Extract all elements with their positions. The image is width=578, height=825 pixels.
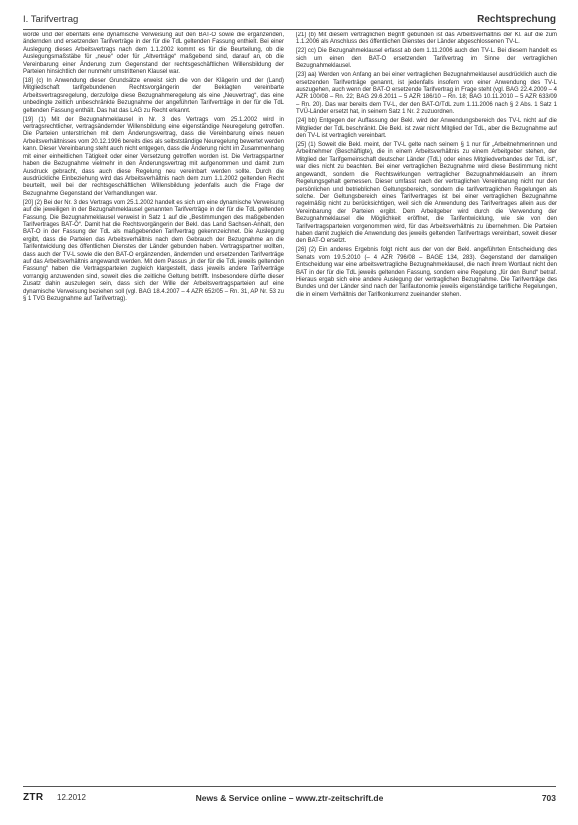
- header-rule: [23, 29, 556, 30]
- paragraph: [18] (c) In Anwendung dieser Grundsätze erweist sich die von der Klägerin und der (Land) Mitgliedschaft tarifgebundenen Rechtsvorgängerin der Beklagten vereinbarte Arbeitsvertragsregelung, derzufolge diese Bezugnahmeregelung als eine „Neuvertrag“, das eine unbedingte zeitlich unbeschränkte Bezugnahme der angeführten Tarifverträge in der für die TdL geltenden Fassung enthält. Das hat das LAG zu Recht erkannt.: [23, 78, 284, 114]
- page-footer: [23, 786, 556, 810]
- paragraph: [25] (1) Soweit die Bekl. meint, der TV-L gelte nach seinem § 1 nur für „Arbeitnehmerinnen und Arbeitnehmer (Beschäftigte), die in einem Arbeitsverhältnis zu einem Arbeitgeber stehen, der Mitglied der Tarifgemeinschaft deutscher Länder (TdL) oder eines Mitgliedverbandes der TdL ist“, war dies nicht zu beachten. Bei einer vertraglichen Bezugnahme wird diese Bestimmung nicht angewandt, sondern die Rechtswirkungen vertraglicher Bezugnahmeklauseln an ihrem Regelungsgehalt gemessen. Dieser umfasst nach der vertraglichen Vereinbarung nicht nur den persönlichen und betrieblichen Geltungsbereich, sondern die tarifvertraglichen Regelungen als solche. Der Geltungsbereich eines Tarifvertrages ist bei einer vertraglichen Bezugnahme regelmäßig nicht zu berücksichtigen, weil sich die Anwendung des Tarifvertrages allein aus der Vereinbarung der Parteien ergibt. Dem Arbeitgeber wird durch die Verwendung der Bezugnahmeklausel die Möglichkeit eröffnet, die Tarifentwicklung, wie sie von den Tarifvertragsparteien vorgenommen wird, für das Arbeitsverhältnis zu übernehmen. Die Parteien haben damit zugleich die Anwendung des jeweils geltenden Tarifvertrags vereinbart, soweit dieser den BAT-O ersetzt.: [296, 142, 557, 245]
- issue-label: 12.2012: [57, 793, 86, 802]
- footer-rule: [23, 786, 556, 787]
- left-column: [23, 32, 284, 782]
- paragraph: [24] bb) Entgegen der Auffassung der Bekl. wird der Anwendungsbereich des TV-L nicht auf die Mitglieder der TdL beschränkt. Die Bekl. ist zwar nicht Mitglied der TdL, aber die Bezugnahme auf den TV-L ist vertraglich vereinbart.: [296, 118, 557, 140]
- website-link[interactable]: News & Service online – www.ztr-zeitschrift.de: [195, 793, 384, 803]
- journal-logo: ZTR: [23, 792, 44, 803]
- page-header: [23, 11, 556, 27]
- paragraph: [20] (2) Bei der Nr. 3 des Vertrags vom 25.1.2002 handelt es sich um eine dynamische Verweisung auf die jeweiligen in der Bezugnahmeklausel genannten Tarifverträge in der für die TdL geltenden Fassung. Die Bezugnahmeklausel verweist in Satz 1 auf die „Bestimmungen des maßgebenden Tarifvertrages BAT-O“. Damit hat die Rechtsvorgängerin der Bekl. das Land Sachsen-Anhalt, den BAT-O in der Fassung der TdL als maßgebenden Tarifvertrag gekennzeichnet. Die Auslegung ergibt, dass die Parteien das Arbeitsverhältnis nach dem Gebrauch der Bezugnahme an die Tarifentwicklung des öffentlichen Dienstes der Länder gebunden haben. Vertragspartner wollten, dass auch der TV-L sowie die den BAT-O ergänzenden, ändernden und ersetzenden Tarifverträge auf das Arbeitsverhältnis angewandt werden. Mit dem Passus „in der für die TdL jeweils geltenden Fassung“ haben die Vertragsparteien zugleich klargestellt, dass jeweils andere Tarifverträge vorrangig anzuwenden sind, soweit dies die zeitliche Geltung betrifft. Insbesondere dürfte dieser Zusatz dahin auszulegen sein, dass sich der Wille der Arbeitsvertragsparteien auf eine dynamische Verweisung beziehen soll (vgl. BAG 18.4.2007 – 4 AZR 652/05 – Rn. 31, AP Nr. 53 zu § 1 TVG Bezugnahme auf Tarifvertrag).: [23, 199, 284, 302]
- paragraph: [26] (2) Ein anderes Ergebnis folgt nicht aus der von der Bekl. angeführten Entscheidung des Senats vom 19.5.2010 (– 4 AZR 796/08 – BAGE 134, 283). Gegenstand der damaligen Entscheidung war eine arbeitsvertragliche Bezugnahmeklausel, die nach ihrem Wortlaut nicht den BAT in der für die TdL jeweils geltenden Fassung, sondern eine Regelung „für den Bund“ betraf. Hieraus ergab sich eine andere Auslegung der vertraglichen Bezugnahme. Die Tarifverträge des Bundes und der Länder sind nach der Tarifautonomie jeweils eigenständige tarifliche Regelungen, die in einem Verhältnis der Tarifkonkurrenz zueinander stehen.: [296, 247, 557, 298]
- right-column: [296, 32, 557, 782]
- section-title: I. Tarifvertrag: [23, 14, 79, 25]
- paragraph: [21] (b) Mit diesem vertraglichen Begriff gebunden ist das Arbeitsverhältnis der Kl. auf die zum 1.1.2006 als Anschluss des öffentlichen Dienstes der Länder abgeschlossenen TV-L.: [296, 32, 557, 46]
- paragraph: [22] cc) Die Bezugnahmeklausel erfasst ab dem 1.11.2006 auch den TV-L. Bei diesem handelt es sich um einen den BAT-O ersetzenden Tarifvertrag im Sinne der vertraglichen Bezugnahmeklausel.: [296, 48, 557, 70]
- paragraph: worde und der ebenfalls eine dynamische Verweisung auf den BAT-O sowie die ergänzenden, ändernden und ersetzenden Tarifverträge in der für die TdL geltenden Fassung enthielt. Bei einer Auslegung dieses Arbeitsvertrags nach dem 1.1.2002 kommt es für die Beurteilung, ob die Auslegungsmaßstäbe für „neue“ oder für „Altverträge“ maßgebend sind, darauf an, ob die Vereinbarung einer Änderung zum Gegenstand der rechtsgeschäftlichen Willensbildung der Parteien hinsichtlich der nunmehr umstrittenen Klausel war.: [23, 32, 284, 76]
- page-number: 703: [541, 793, 556, 803]
- paragraph: [19] (1) Mit der Bezugnahmeklausel in Nr. 3 des Vertrags vom 25.1.2002 wird in vertragsrechtlicher, vertragsändernder Willensbildung eine eigenständige Neuregelung getroffen. Die Parteien unterstrichen mit dem Änderungsvertrag, dass die Vereinbarung eines neuen Arbeitsverhältnisses vom 20.12.1996 bereits dies als selbstständige Neuregelung bewertet werden kann. Dieser Vereinbarung steht auch nicht entgegen, dass die Änderung nicht im Zusammenhang mit einer einheitlichen Tätigkeit oder einer Versetzung getroffen worden ist. Die Vertragspartner haben die Bezugnahme vielmehr in den Änderungsvertrag mit aufgenommen und damit zum Ausdruck gebracht, dass auch diese Regelung neu vereinbart werden sollte. Durch die ausdrückliche Einbeziehung wird das Arbeitsverhältnis nach dem zum 1.1.2002 geltenden Recht beurteilt, weil bei der rechtsgeschäftlichen Willensbildung jedenfalls auch die Frage der Bezugnahme Gegenstand der Verhandlungen war.: [23, 116, 284, 197]
- category-label: Rechtsprechung: [477, 14, 556, 25]
- paragraph: [23] aa) Werden von Anfang an bei einer vertraglichen Bezugnahmeklausel ausdrücklich auch die ersetzenden Tarifverträge genannt, ist jedenfalls insofern von einer Anwendung des TV-L auszugehen, auch wenn der BAT-O ersetzende Tarifvertrag in Frage steht (vgl. BAG 22.4.2009 – 4 AZR 100/08 – Rn. 22; BAG 29.6.2011 – 5 AZR 186/10 – Rn. 18; BAG 10.11.2010 – 5 AZR 633/09 – Rn. 20). Das war bereits dem TV-L, der den BAT-O/TdL zum 1.11.2006 nach § 2 Abs. 1 Satz 1 TVÜ-Länder ersetzt hat, in seinem Satz 1 Nr. 2 zuzuordnen.: [296, 72, 557, 116]
